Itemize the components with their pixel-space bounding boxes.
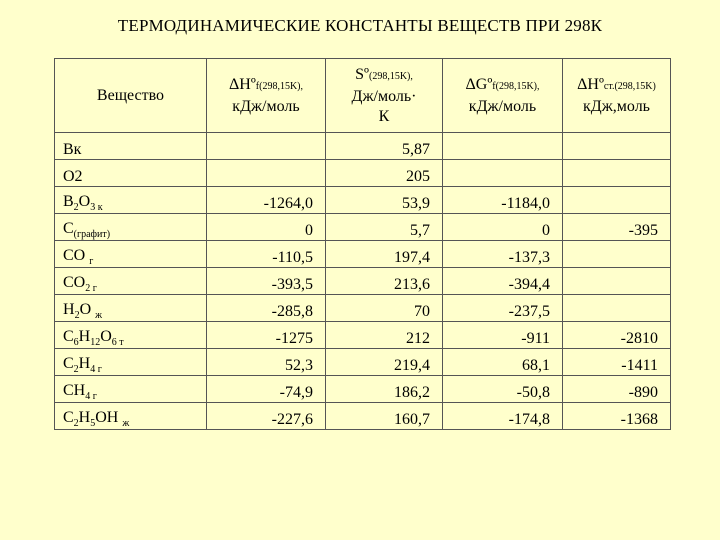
entropy-cell: 70	[326, 295, 443, 322]
table-row	[55, 187, 671, 214]
gibbs-cell: -137,3	[443, 241, 563, 268]
page-title: ТЕРМОДИНАМИЧЕСКИЕ КОНСТАНТЫ ВЕЩЕСТВ ПРИ 298К	[117, 16, 603, 35]
header-gibbs: ΔGºf(298,15K), кДж/моль	[443, 59, 563, 133]
combustion-cell: -395	[563, 214, 671, 241]
gibbs-cell: 0	[443, 214, 563, 241]
entropy-cell: 205	[326, 160, 443, 187]
table-row	[55, 295, 671, 322]
substance-name: $B_2O_{3 к}$	[55, 187, 207, 214]
substance-name: $C_2H_5OH$ $_ж$	[55, 403, 207, 430]
gibbs-cell: -50,8	[443, 376, 563, 403]
table-row	[55, 376, 671, 403]
header-enthalpy: ΔHºf(298,15K), кДж/моль	[207, 59, 326, 133]
table-row	[55, 160, 671, 187]
substance-name: $C_2H_{4 г}$	[55, 349, 207, 376]
table-row	[55, 349, 671, 376]
enthalpy-cell: 52,3	[207, 349, 326, 376]
enthalpy-cell: -1264,0	[207, 187, 326, 214]
substance-name: $C_6H_{12}O_{6 т}$	[55, 322, 207, 349]
combustion-cell	[563, 241, 671, 268]
combustion-cell	[563, 160, 671, 187]
enthalpy-cell: -110,5	[207, 241, 326, 268]
enthalpy-cell: -285,8	[207, 295, 326, 322]
entropy-cell: 197,4	[326, 241, 443, 268]
gibbs-cell	[443, 133, 563, 160]
enthalpy-cell: -1275	[207, 322, 326, 349]
table-row	[55, 322, 671, 349]
enthalpy-cell	[207, 133, 326, 160]
entropy-cell: 5,7	[326, 214, 443, 241]
combustion-cell: -890	[563, 376, 671, 403]
header-entropy: Sº(298,15K), Дж/моль· К	[326, 59, 443, 133]
combustion-cell: -1411	[563, 349, 671, 376]
entropy-cell: 160,7	[326, 403, 443, 430]
table-row	[55, 214, 671, 241]
entropy-cell: 53,9	[326, 187, 443, 214]
table-row	[55, 403, 671, 430]
combustion-cell	[563, 133, 671, 160]
constants-table	[54, 58, 671, 430]
gibbs-cell: -1184,0	[443, 187, 563, 214]
table-row	[55, 133, 671, 160]
enthalpy-cell: 0	[207, 214, 326, 241]
substance-name: $H_2O$ $_ж$	[55, 295, 207, 322]
substance-name: Вк	[55, 133, 207, 160]
entropy-cell: 219,4	[326, 349, 443, 376]
gibbs-cell: -174,8	[443, 403, 563, 430]
combustion-cell: -2810	[563, 322, 671, 349]
combustion-cell	[563, 187, 671, 214]
header-combustion: ΔHºст.(298,15K) кДж,моль	[563, 59, 671, 133]
entropy-cell: 212	[326, 322, 443, 349]
gibbs-cell: 68,1	[443, 349, 563, 376]
combustion-cell: -1368	[563, 403, 671, 430]
enthalpy-cell: -74,9	[207, 376, 326, 403]
enthalpy-cell	[207, 160, 326, 187]
substance-name: $C_{(графит)}$	[55, 214, 207, 241]
gibbs-cell	[443, 160, 563, 187]
enthalpy-cell: -227,6	[207, 403, 326, 430]
entropy-cell: 5,87	[326, 133, 443, 160]
header-substance: Вещество	[55, 59, 207, 133]
substance-name: CO $_г$	[55, 241, 207, 268]
substance-name: O2	[55, 160, 207, 187]
substance-name: $CH_{4 г}$	[55, 376, 207, 403]
combustion-cell	[563, 268, 671, 295]
header-row	[55, 59, 671, 133]
table-row	[55, 268, 671, 295]
table-row	[55, 241, 671, 268]
gibbs-cell: -394,4	[443, 268, 563, 295]
combustion-cell	[563, 295, 671, 322]
enthalpy-cell: -393,5	[207, 268, 326, 295]
entropy-cell: 186,2	[326, 376, 443, 403]
substance-name: $CO_{2 г}$	[55, 268, 207, 295]
gibbs-cell: -911	[443, 322, 563, 349]
entropy-cell: 213,6	[326, 268, 443, 295]
gibbs-cell: -237,5	[443, 295, 563, 322]
